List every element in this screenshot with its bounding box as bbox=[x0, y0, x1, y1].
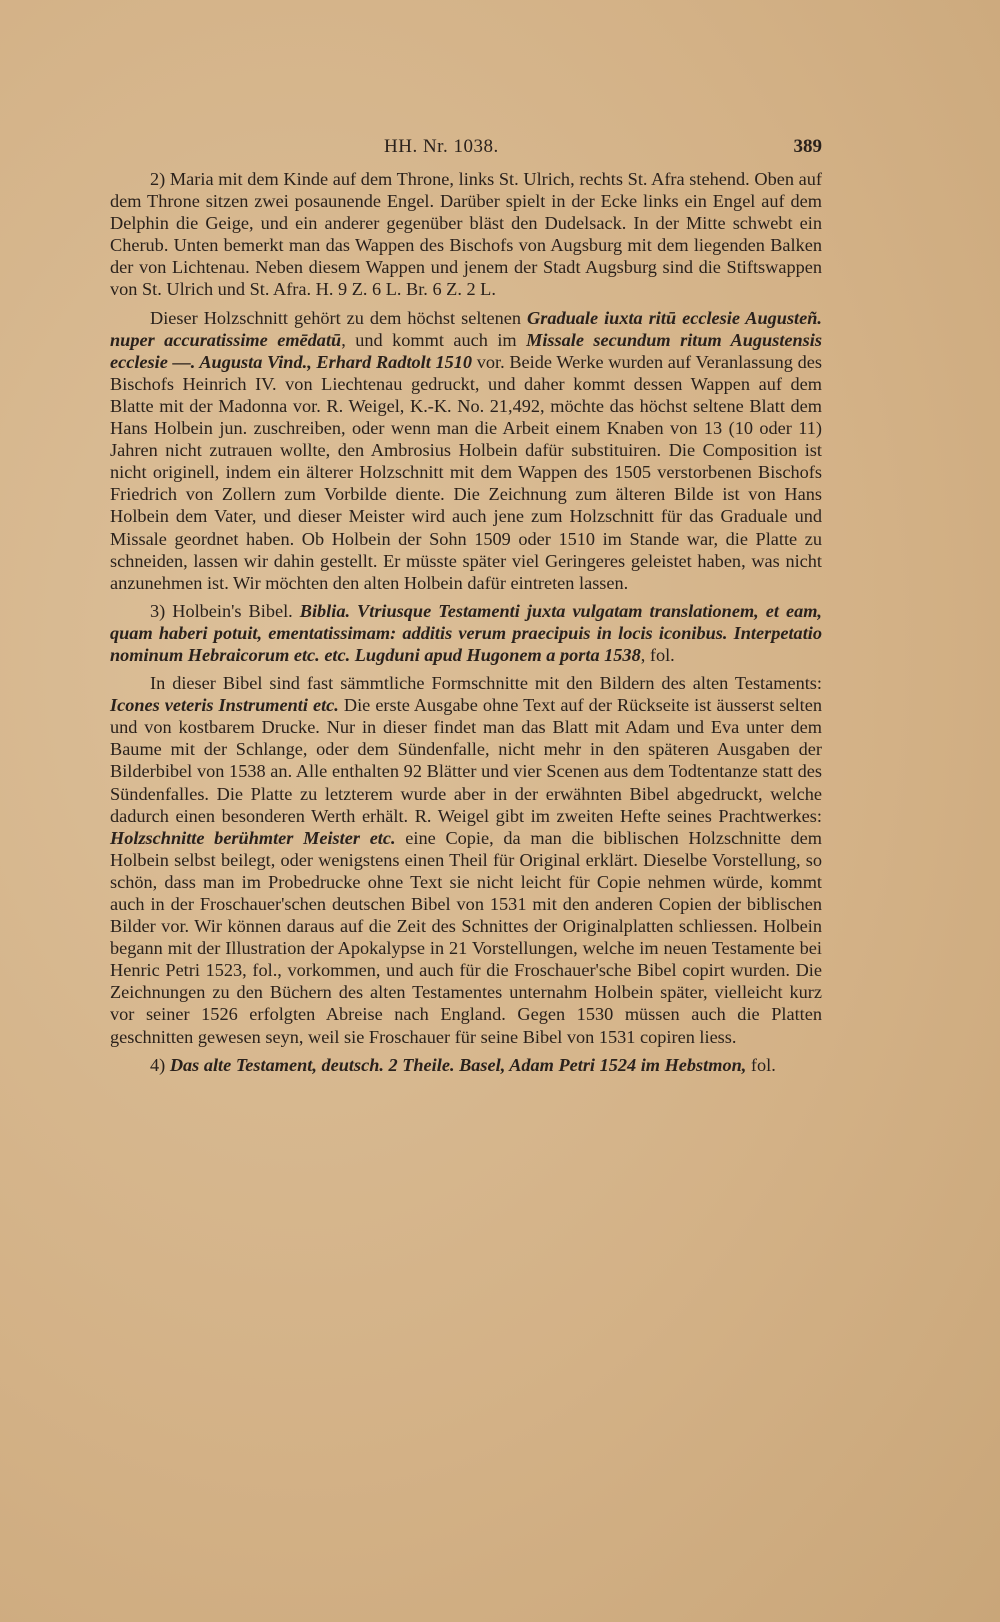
running-header bbox=[110, 128, 822, 168]
text-run: Dieser Holzschnitt gehört zu dem höchst seltenen bbox=[150, 307, 527, 328]
text-run: vor. Beide Werke wurden auf Veranlassung des Bischofs Heinrich IV. von Liechtenau gedruckt, und daher kommt dessen Wappen auf dem Blatte mit der Madonna vor. R. Weigel, K.-K. No. 21,492, möchte das höchst seltene Blatt dem Hans Holbein jun. zuschreiben, oder wenn man die Arbeit einem Knaben von 13 (10 oder 11) Jahren nicht zutrauen wollte, den Ambrosius Holbein dafür substituiren. Die Composition ist nicht originell, indem ein älterer Holzschnitt mit dem Wappen des 1505 verstorbenen Bischofs Friedrich von Zollern zum Vorbilde diente. Die Zeichnung zum älteren Bilde ist von Hans Holbein dem Vater, und dieser Meister wird auch jene zum Holzschnitt für das Graduale und Missale geordnet haben. Ob Holbein der Sohn 1509 oder 1510 im Stande war, die Platte zu schneiden, lassen wir dahin gestellt. Er müsste später viel Geringeres geleistet haben, was nicht anzunehmen ist. Wir möchten den alten Holbein dafür eintreten lassen. bbox=[110, 351, 822, 593]
text-run: Die erste Ausgabe ohne Text auf der Rückseite ist äusserst selten und von kostbarem Drucke. Nur in dieser findet man das Blatt mit Adam und Eva unter dem Baume mit der Schlange, oder dem Sündenfalle, nicht mehr in den späteren Ausgaben der Bilderbibel von 1538 an. Alle enthalten 92 Blätter und vier Scenen aus dem Todtentanze statt des Sündenfalles. Die Platte zu letzterem wurde aber in der erwähnten Bibel abgedruckt, welche dadurch einen besonderen Werth erhält. R. Weigel gibt im zweiten Hefte seines Prachtwerkes: bbox=[110, 695, 823, 826]
running-title: HH. Nr. 1038. bbox=[384, 136, 499, 157]
text-run: , fol. bbox=[640, 644, 675, 665]
paragraph-item-4 bbox=[110, 1054, 822, 1076]
book-title: Das alte Testament, deutsch. 2 Theile. Basel, Adam Petri 1524 im Hebstmon, bbox=[169, 1054, 747, 1075]
text-run: fol. bbox=[746, 1054, 776, 1075]
text-run: In dieser Bibel sind fast sämmtliche Formschnitte mit den Bildern des alten Testaments: bbox=[150, 673, 822, 694]
paragraph-item-3-commentary bbox=[110, 672, 822, 1048]
book-title: Missale secundum ritum Augustensis ecclesie —. Augusta Vind., Erhard Radtolt 1510 bbox=[110, 329, 822, 372]
book-title: Biblia. Vtriusque Testamenti juxta vulgatam translationem, et eam, quam haberi potuit, ementatissimam: additis verum praecipuis in locis iconibus. Interpetatio nominum Hebraicorum etc. etc. Lugduni apud Hugonem a porta 1538 bbox=[110, 600, 823, 665]
book-title: Holzschnitte berühmter Meister etc. bbox=[110, 827, 396, 848]
text-run: , und kommt auch im bbox=[341, 329, 527, 350]
text-run: 4) bbox=[150, 1054, 170, 1075]
text-run: 2) Maria mit dem Kinde auf dem Throne, links St. Ulrich, rechts St. Afra stehend. Oben auf dem Throne sitzen zwei posaunende Engel. Darüber spielt in der Ecke links ein Engel auf dem Delphin die Geige, und ein anderer gegenüber bläst den Dudelsack. In der Mitte schwebt ein Cherub. Unten bemerkt man das Wappen des Bischofs von Augsburg mit dem liegenden Balken der von Lichtenau. Neben diesem Wappen und jenem der Stadt Augsburg sind die Stiftswappen von St. Ulrich und St. Afra. H. 9 Z. 6 L. Br. 6 Z. 2 L. bbox=[110, 169, 822, 300]
book-title: Graduale iuxta ritū ecclesie Augusteñ. nuper accuratissime emēdatū bbox=[110, 307, 822, 350]
page bbox=[110, 128, 822, 1082]
page-number: 389 bbox=[793, 136, 822, 157]
paragraph-item-2 bbox=[110, 168, 822, 301]
paragraph-item-2-commentary bbox=[110, 307, 822, 594]
text-run: 3) Holbein's Bibel. bbox=[150, 600, 300, 621]
text-run: eine Copie, da man die biblischen Holzschnitte dem Holbein selbst beilegt, oder wenigstens einen Theil für Original erklärt. Dieselbe Vorstellung, so schön, dass man im Probedrucke ohne Text sie nicht leicht für Copie nehmen würde, kommt auch in der Froschauer'schen deutschen Bibel von 1531 mit den anderen Copien der biblischen Bilder vor. Wir können daraus auf die Zeit des Schnittes der Originalplatten schliessen. Holbein begann mit der Illustration der Apokalypse in 21 Vorstellungen, welche im neuen Testamente bei Henric Petri 1523, fol., vorkommen, und auch für die Froschauer'sche Bibel copirt wurden. Die Zeichnungen zu den Büchern des alten Testamentes unternahm Holbein später, vielleicht kurz vor seiner 1526 erfolgten Abreise nach England. Gegen 1530 müssen auch die Platten geschnitten gewesen seyn, weil sie Froschauer für seine Bibel von 1531 copiren liess. bbox=[110, 827, 822, 1047]
paragraph-item-3 bbox=[110, 600, 822, 666]
book-title: Icones veteris Instrumenti etc. bbox=[110, 695, 339, 716]
